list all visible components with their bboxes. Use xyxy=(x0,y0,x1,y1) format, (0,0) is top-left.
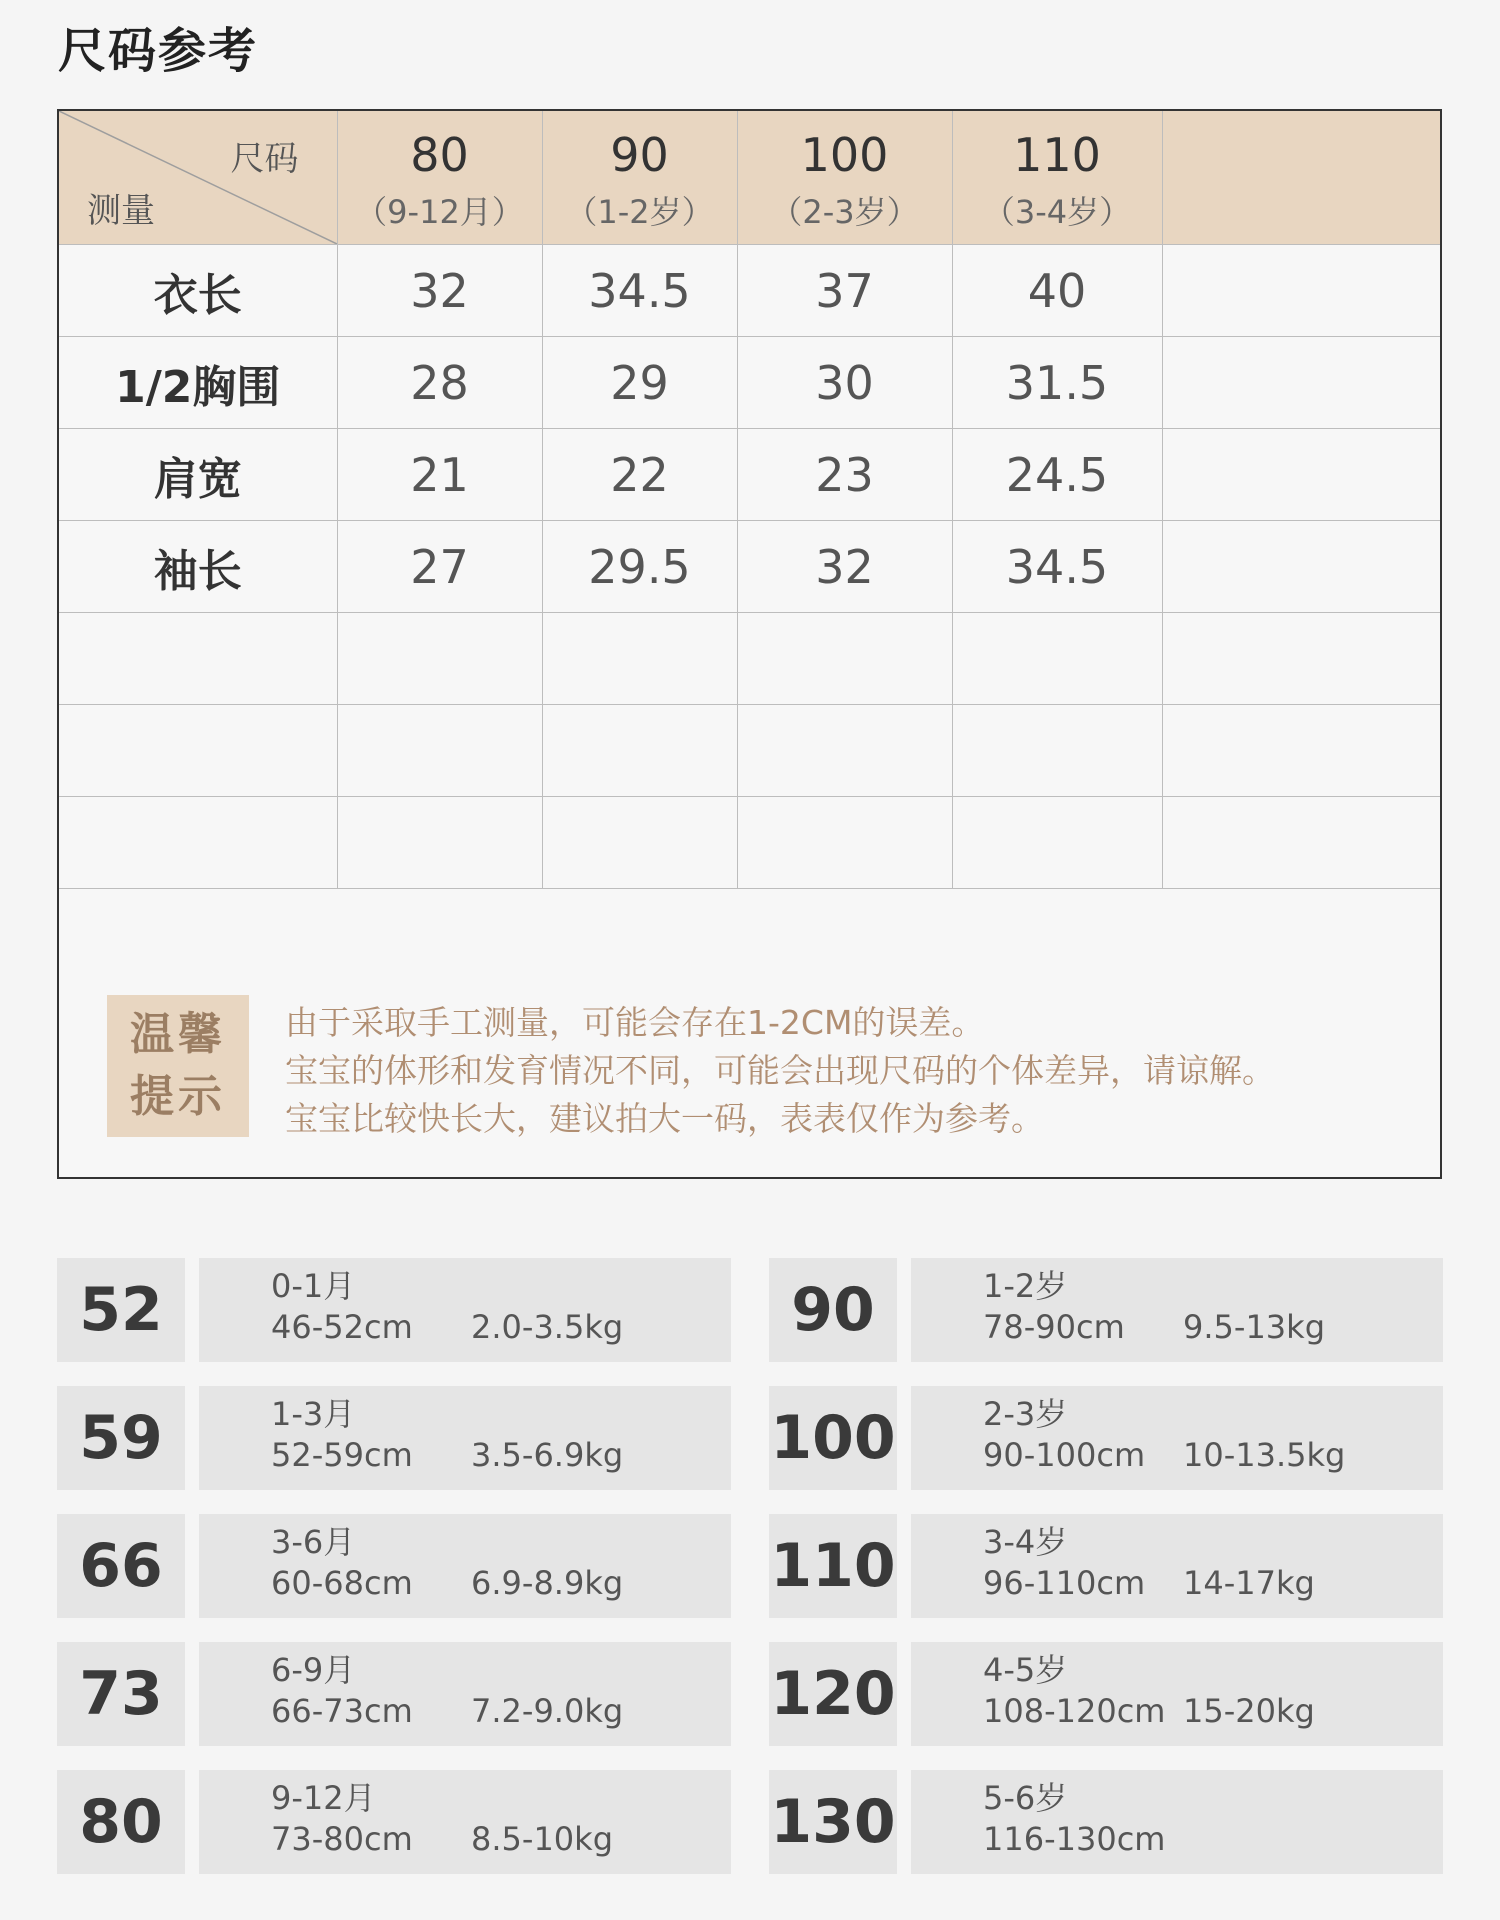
table-cell: 24.5 xyxy=(952,429,1162,521)
ref-size: 110 xyxy=(769,1514,897,1618)
list-item xyxy=(769,1386,1444,1490)
table-cell xyxy=(542,705,737,797)
table-cell: 34.5 xyxy=(542,245,737,337)
ref-info xyxy=(199,1770,731,1874)
header-size: 110 xyxy=(1013,128,1101,183)
row-label: 衣长 xyxy=(59,245,337,337)
ref-size: 100 xyxy=(769,1386,897,1490)
table-cell xyxy=(542,613,737,705)
table-cell: 29.5 xyxy=(542,521,737,613)
ref-age: 2-3岁 xyxy=(983,1395,1068,1433)
ref-age: 1-2岁 xyxy=(983,1267,1068,1305)
table-cell xyxy=(952,797,1162,889)
ref-weight: 14-17kg xyxy=(1183,1564,1315,1602)
ref-weight: 10-13.5kg xyxy=(1183,1436,1346,1474)
ref-size: 130 xyxy=(769,1770,897,1874)
tips-badge-line: 温馨 xyxy=(130,1009,226,1060)
header-age: （1-2岁） xyxy=(565,192,714,231)
ref-weight: 2.0-3.5kg xyxy=(471,1308,624,1346)
table-cell: 21 xyxy=(337,429,542,521)
list-item xyxy=(769,1258,1444,1362)
ref-info xyxy=(199,1386,731,1490)
row-label: 1/2胸围 xyxy=(59,337,337,429)
table-cell: 37 xyxy=(737,245,952,337)
row-label: 袖长 xyxy=(59,521,337,613)
header-size: 80 xyxy=(410,128,469,183)
tip-line: 由于采取手工测量，可能会存在1-2CM的误差。 xyxy=(285,1003,985,1042)
ref-height: 90-100cm xyxy=(983,1436,1146,1474)
ref-info xyxy=(911,1770,1443,1874)
header-size-100 xyxy=(737,111,952,245)
ref-height: 108-120cm xyxy=(983,1692,1166,1730)
ref-info xyxy=(911,1258,1443,1362)
table-row xyxy=(59,337,1440,429)
row-label: 肩宽 xyxy=(59,429,337,521)
table-cell xyxy=(952,705,1162,797)
ref-size: 52 xyxy=(57,1258,185,1362)
ref-age: 9-12月 xyxy=(271,1779,376,1817)
table-cell xyxy=(337,705,542,797)
corner-measure-label: 测量 xyxy=(87,191,155,231)
ref-height: 46-52cm xyxy=(271,1308,413,1346)
table-cell: 34.5 xyxy=(952,521,1162,613)
ref-weight: 8.5-10kg xyxy=(471,1820,613,1858)
ref-age: 3-4岁 xyxy=(983,1523,1068,1561)
table-cell xyxy=(59,613,337,705)
ref-info xyxy=(199,1258,731,1362)
header-size-110 xyxy=(952,111,1162,245)
table-cell: 40 xyxy=(952,245,1162,337)
ref-age: 6-9月 xyxy=(271,1651,356,1689)
size-chart xyxy=(57,109,1442,1179)
header-age: （3-4岁） xyxy=(982,192,1132,231)
table-cell: 29 xyxy=(542,337,737,429)
header-size-80 xyxy=(337,111,542,245)
ref-age: 4-5岁 xyxy=(983,1651,1068,1689)
ref-weight: 3.5-6.9kg xyxy=(471,1436,624,1474)
list-item xyxy=(57,1386,732,1490)
list-item xyxy=(57,1642,732,1746)
table-header-row xyxy=(59,111,1440,245)
table-cell: 30 xyxy=(737,337,952,429)
table-cell xyxy=(542,797,737,889)
ref-size: 120 xyxy=(769,1642,897,1746)
ref-age: 0-1月 xyxy=(271,1267,356,1305)
empty-table-row xyxy=(59,797,1440,889)
list-item xyxy=(57,1514,732,1618)
table-cell xyxy=(1162,521,1440,613)
page-title: 尺码参考 xyxy=(58,23,259,79)
table-cell xyxy=(737,705,952,797)
ref-size: 66 xyxy=(57,1514,185,1618)
table-cell xyxy=(737,613,952,705)
ref-age: 5-6岁 xyxy=(983,1779,1068,1817)
table-cell: 23 xyxy=(737,429,952,521)
ref-weight: 15-20kg xyxy=(1183,1692,1315,1730)
tip-line: 宝宝比较快长大，建议拍大一码，表表仅作为参考。 xyxy=(285,1099,1044,1138)
table-cell: 31.5 xyxy=(952,337,1162,429)
table-cell: 28 xyxy=(337,337,542,429)
ref-size: 80 xyxy=(57,1770,185,1874)
table-row xyxy=(59,521,1440,613)
ref-weight: 7.2-9.0kg xyxy=(471,1692,624,1730)
ref-height: 96-110cm xyxy=(983,1564,1146,1602)
ref-info xyxy=(911,1386,1443,1490)
table-cell xyxy=(337,613,542,705)
ref-weight: 9.5-13kg xyxy=(1183,1308,1325,1346)
size-reference-left xyxy=(57,1258,732,1898)
table-cell xyxy=(1162,797,1440,889)
table-cell xyxy=(1162,429,1440,521)
ref-size: 90 xyxy=(769,1258,897,1362)
list-item xyxy=(769,1642,1444,1746)
table-cell xyxy=(952,613,1162,705)
tips-badge-line: 提示 xyxy=(130,1071,226,1122)
header-size: 100 xyxy=(800,128,889,183)
table-cell xyxy=(737,797,952,889)
ref-size: 73 xyxy=(57,1642,185,1746)
size-table xyxy=(59,111,1440,889)
ref-size: 59 xyxy=(57,1386,185,1490)
list-item xyxy=(57,1770,732,1874)
list-item xyxy=(769,1514,1444,1618)
empty-table-row xyxy=(59,613,1440,705)
ref-height: 60-68cm xyxy=(271,1564,413,1602)
header-size: 90 xyxy=(610,128,669,183)
header-empty-cell xyxy=(1162,111,1440,245)
table-cell xyxy=(337,797,542,889)
list-item xyxy=(769,1770,1444,1874)
empty-table-row xyxy=(59,705,1440,797)
table-cell: 22 xyxy=(542,429,737,521)
ref-height: 78-90cm xyxy=(983,1308,1125,1346)
ref-height: 116-130cm xyxy=(983,1820,1166,1858)
ref-height: 52-59cm xyxy=(271,1436,413,1474)
ref-height: 73-80cm xyxy=(271,1820,413,1858)
ref-age: 3-6月 xyxy=(271,1523,356,1561)
tips-text xyxy=(285,999,1275,1143)
table-row xyxy=(59,245,1440,337)
ref-info xyxy=(199,1514,731,1618)
tips-badge xyxy=(107,995,249,1137)
table-cell xyxy=(59,705,337,797)
size-reference-right xyxy=(769,1258,1444,1898)
ref-age: 1-3月 xyxy=(271,1395,356,1433)
tip-line: 宝宝的体形和发育情况不同，可能会出现尺码的个体差异，请谅解。 xyxy=(285,1051,1275,1090)
table-cell: 32 xyxy=(737,521,952,613)
table-cell xyxy=(1162,705,1440,797)
table-cell: 27 xyxy=(337,521,542,613)
ref-height: 66-73cm xyxy=(271,1692,413,1730)
list-item xyxy=(57,1258,732,1362)
table-cell: 32 xyxy=(337,245,542,337)
table-cell xyxy=(59,797,337,889)
ref-weight: 6.9-8.9kg xyxy=(471,1564,624,1602)
corner-size-label: 尺码 xyxy=(230,139,299,179)
ref-info xyxy=(199,1642,731,1746)
header-age: （9-12月） xyxy=(355,192,524,231)
table-row xyxy=(59,429,1440,521)
header-age: （2-3岁） xyxy=(770,192,919,231)
table-cell xyxy=(1162,245,1440,337)
table-cell xyxy=(1162,613,1440,705)
header-size-90 xyxy=(542,111,737,245)
ref-info xyxy=(911,1642,1443,1746)
table-cell xyxy=(1162,337,1440,429)
ref-info xyxy=(911,1514,1443,1618)
header-corner-cell xyxy=(59,111,337,245)
